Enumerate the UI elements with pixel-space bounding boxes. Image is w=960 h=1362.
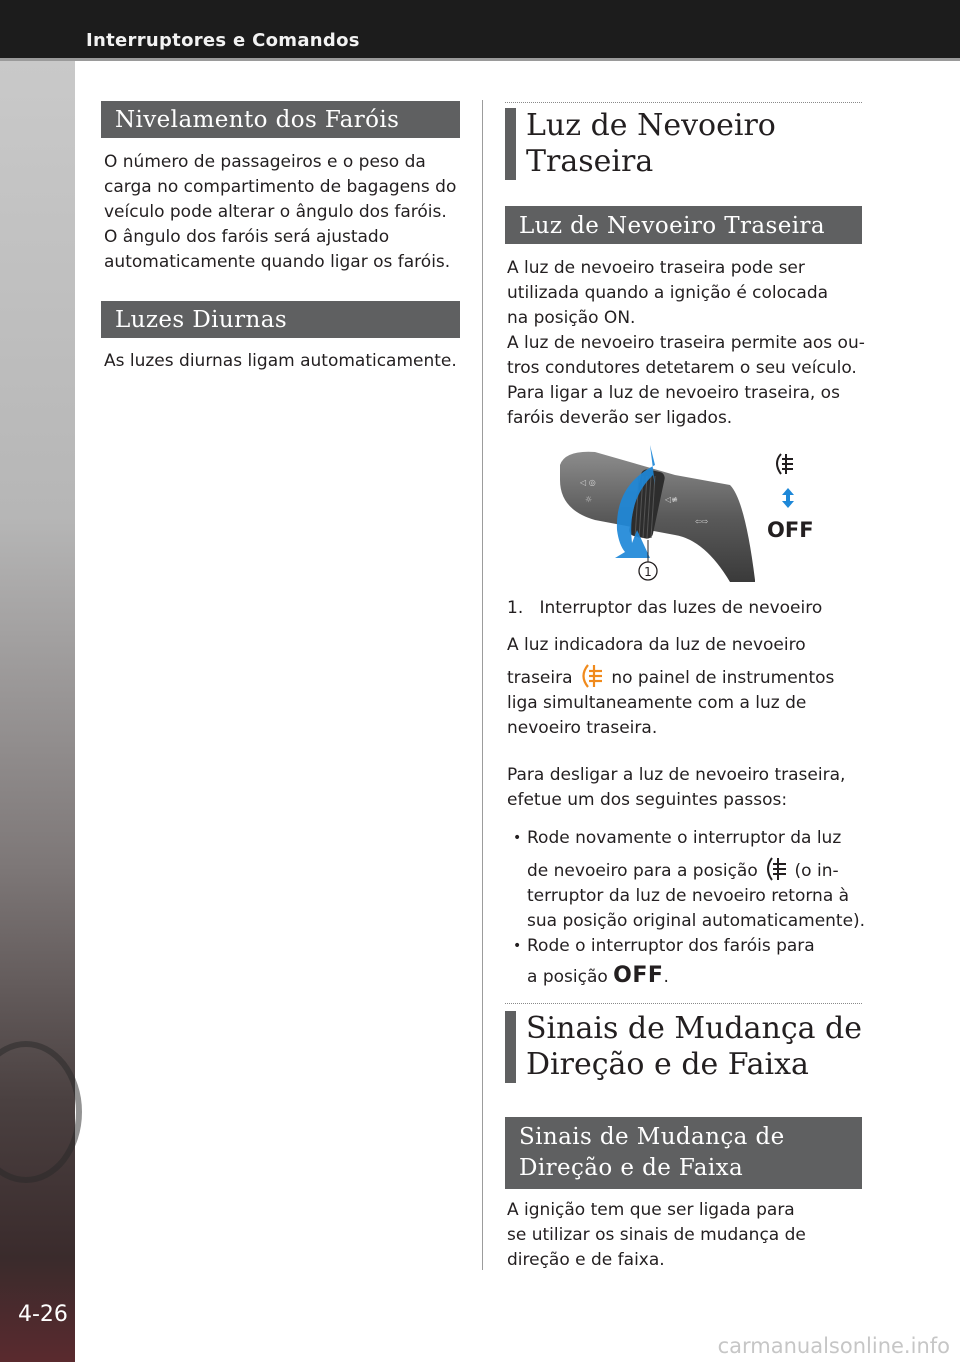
rear-fog-icon (777, 454, 793, 474)
watermark: carmanualsonline.info (717, 1334, 950, 1358)
text-line: A ignição tem que ser ligada para (507, 1200, 795, 1220)
title-line: Luz de Nevoeiro (526, 108, 776, 143)
text-line: O ângulo dos faróis será ajustado (104, 227, 390, 247)
turn-signals-text (507, 1198, 867, 1273)
page-number: 4-26 (18, 1302, 68, 1327)
indicator-text (507, 633, 867, 741)
text-fragment: traseira (507, 668, 573, 688)
text-line: O número de passageiros e o peso da (104, 152, 426, 172)
rear-fog-text (507, 256, 867, 431)
figure-callout: 1 (644, 565, 652, 579)
fog-switch-illustration (555, 440, 825, 590)
text-line: veículo pode alterar o ângulo dos faróis. (104, 202, 447, 222)
headlight-leveling-text (104, 150, 474, 275)
heading-line: Direção e de Faixa (519, 1155, 744, 1181)
text-line: • Rode o interruptor dos faróis para (527, 936, 815, 956)
text-line: terruptor da luz de nevoeiro retorna à (527, 886, 850, 906)
text-line: As luzes diurnas ligam automaticamente. (104, 351, 457, 371)
page-header (0, 0, 960, 61)
svg-text:☼: ☼ (585, 495, 593, 504)
list-item (507, 934, 867, 990)
text-fragment: de nevoeiro para a posição (527, 861, 758, 881)
text-line: A luz de nevoeiro traseira pode ser (507, 258, 805, 278)
svg-text:◁ ◎: ◁ ◎ (580, 478, 596, 487)
text-line: automaticamente quando ligar os faróis. (104, 252, 451, 272)
text-line: sua posição original automaticamente). (527, 911, 866, 931)
divider-dotted (505, 1003, 862, 1004)
text-fragment: a posição (527, 967, 608, 987)
rear-fog-indicator-icon (578, 663, 606, 689)
text-line: liga simultaneamente com a luz de (507, 693, 807, 713)
rear-fog-icon (763, 856, 789, 882)
text-line: Para ligar a luz de nevoeiro traseira, os (507, 383, 840, 403)
text-fragment: (o in- (794, 861, 839, 881)
heading-line: Sinais de Mudança de (519, 1124, 785, 1150)
up-down-arrow-icon (782, 488, 794, 508)
text-line: direção e de faixa. (507, 1250, 665, 1270)
header-title: Interruptores e Comandos (86, 30, 360, 51)
turn-off-text (507, 763, 867, 813)
text-line: nevoeiro traseira. (507, 718, 658, 738)
figure-caption (507, 596, 867, 621)
text-line: Para desligar a luz de nevoeiro traseira, (507, 765, 846, 785)
off-label: OFF (767, 518, 814, 542)
text-fragment: . (663, 967, 669, 987)
turn-off-steps-list (507, 826, 867, 990)
svg-text:⇦⇨: ⇦⇨ (695, 517, 709, 526)
section-heading-daytime-lights: Luzes Diurnas (101, 301, 460, 338)
sidebar-photo (0, 61, 75, 1362)
title-line: Traseira (526, 144, 654, 179)
section-heading-rear-fog: Luz de Nevoeiro Traseira (505, 206, 862, 244)
daytime-lights-text (104, 349, 474, 374)
text-line: se utilizar os sinais de mudança de (507, 1225, 806, 1245)
title-line: Sinais de Mudança de (526, 1011, 863, 1046)
caption-text: Interruptor das luzes de nevoeiro (539, 598, 823, 618)
divider-dotted (505, 102, 862, 103)
text-line: A luz indicadora da luz de nevoeiro (507, 635, 806, 655)
section-heading-headlight-leveling: Nivelamento dos Faróis (101, 101, 460, 138)
chapter-title-rear-fog (505, 108, 866, 180)
off-icon: OFF (613, 963, 664, 988)
svg-text:◁≢: ◁≢ (665, 495, 678, 504)
section-heading-turn-signals (505, 1117, 862, 1189)
title-line: Direção e de Faixa (526, 1047, 809, 1082)
text-line: utilizada quando a ignição é colocada (507, 283, 829, 303)
list-item (507, 826, 867, 934)
text-line: na posição ON. (507, 308, 636, 328)
text-line: tros condutores detetarem o seu veículo. (507, 358, 857, 378)
text-line: A luz de nevoeiro traseira permite aos ou- (507, 333, 865, 353)
text-fragment: no painel de instrumentos (611, 668, 835, 688)
text-line: • Rode novamente o interruptor da luz (527, 828, 842, 848)
text-line: carga no compartimento de bagagens do (104, 177, 457, 197)
column-divider (482, 100, 483, 1270)
caption-number: 1. (507, 598, 524, 618)
text-line: faróis deverão ser ligados. (507, 408, 733, 428)
chapter-title-turn-signals (505, 1011, 871, 1083)
text-line: efetue um dos seguintes passos: (507, 790, 788, 810)
steering-wheel-graphic (0, 1041, 82, 1183)
